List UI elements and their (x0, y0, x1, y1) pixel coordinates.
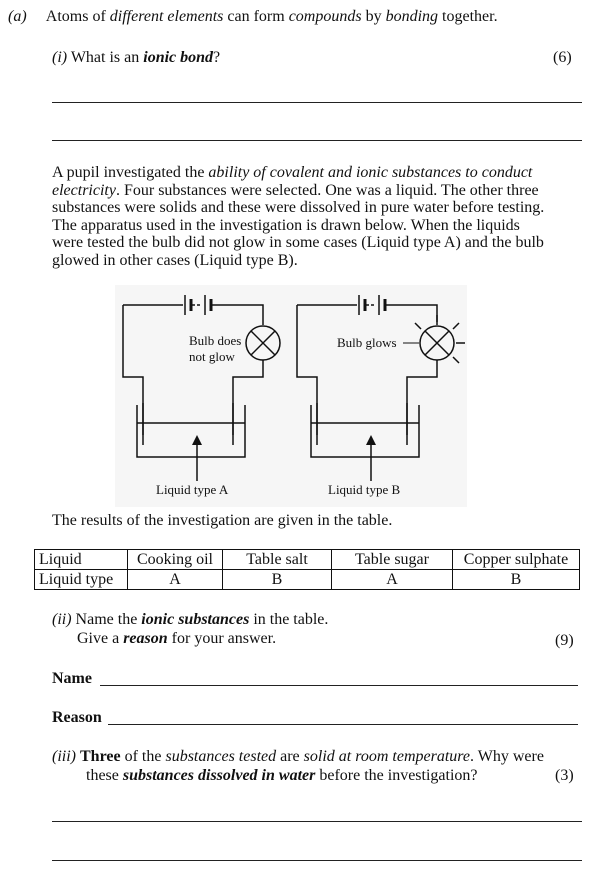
name-answer-line[interactable] (100, 685, 578, 686)
intro-text-6: bonding (385, 8, 439, 25)
intro-text-5: by (361, 8, 386, 25)
table-cell: A (332, 570, 453, 590)
results-table (34, 549, 580, 590)
question-i-text-end: ? (213, 49, 221, 66)
table-row (35, 570, 580, 590)
question-iii-line-1 (52, 748, 544, 766)
question-iii-text-3: substances tested (165, 748, 277, 765)
table-cell: Cooking oil (128, 550, 223, 570)
investigation-paragraph (52, 164, 576, 269)
table-cell: B (453, 570, 580, 590)
left-bulb-label-1: Bulb does (189, 333, 242, 348)
question-i-number: (i) (52, 49, 68, 66)
question-iii-text-7: these (86, 767, 123, 784)
question-iii-text-2: of the (120, 748, 166, 765)
para-line-1-a: A pupil investigated the (52, 164, 209, 181)
intro-text-2: different elements (109, 8, 224, 25)
apparatus-diagram (115, 285, 467, 507)
para-line-2 (52, 182, 576, 200)
question-iii-text-5: solid at room temperature (303, 748, 471, 765)
name-label: Name (52, 670, 92, 687)
table-cell: Liquid type (35, 570, 128, 590)
question-iii-text-8: before the investigation? (315, 767, 478, 784)
question-iii-text-4: are (276, 748, 304, 765)
para-line-1 (52, 164, 576, 182)
answer-line-4[interactable] (52, 860, 582, 861)
reason-label: Reason (52, 709, 102, 726)
answer-line-1[interactable] (52, 102, 582, 103)
intro-text-1: Atoms of (45, 8, 110, 25)
left-bulb-label-2: not glow (189, 349, 235, 364)
table-cell: Table salt (223, 550, 332, 570)
question-ii-text-3: Give a (77, 630, 124, 647)
answer-line-3[interactable] (52, 821, 582, 822)
question-ii-emph-1: ionic substances (141, 611, 250, 628)
question-iii-emph: substances dissolved in water (122, 767, 316, 784)
answer-line-2[interactable] (52, 140, 582, 141)
part-a-label: (a) (8, 8, 27, 25)
question-i (52, 49, 220, 67)
question-ii-line-2 (77, 630, 276, 648)
question-ii-text-4: for your answer. (167, 630, 277, 647)
question-iii-number: (iii) (52, 748, 76, 765)
question-ii-number: (ii) (52, 611, 72, 628)
question-i-text-start: What is an (70, 49, 144, 66)
intro-text-7: together. (438, 8, 498, 25)
question-i-marks: (6) (553, 49, 572, 66)
para-line-5: were tested the bulb did not glow in some cases (Liquid type A) and the bulb (52, 234, 544, 251)
question-ii-emph-2: reason (123, 630, 168, 647)
right-bulb-label: Bulb glows (337, 335, 397, 350)
para-line-4: The apparatus used in the investigation is drawn below. When the liquids (52, 216, 520, 234)
part-a-intro (8, 8, 498, 26)
right-caption: Liquid type B (328, 482, 401, 497)
intro-text-3: can form (223, 8, 289, 25)
question-ii-text-2: in the table. (249, 611, 329, 628)
table-cell: Liquid (35, 550, 128, 570)
para-line-2-a: electricity (52, 181, 116, 199)
question-ii-marks: (9) (555, 632, 574, 649)
question-iii-text-6: . Why were (470, 748, 544, 765)
para-line-3: substances were solids and these were dissolved in pure water before testing. (52, 199, 545, 216)
table-cell: B (223, 570, 332, 590)
table-row (35, 550, 580, 570)
table-cell: A (128, 570, 223, 590)
question-i-emph: ionic bond (143, 49, 214, 66)
table-cell: Table sugar (332, 550, 453, 570)
para-line-1-b: ability of covalent and ionic substances to conduct (208, 164, 533, 181)
question-ii-line-1 (52, 611, 328, 629)
question-iii-text-1: Three (80, 748, 121, 765)
left-caption: Liquid type A (156, 482, 229, 497)
question-ii-text-1: Name the (75, 611, 142, 628)
para-line-6: glowed in other cases (Liquid type B). (52, 251, 298, 269)
reason-answer-line[interactable] (108, 724, 578, 725)
table-cell: Copper sulphate (453, 550, 580, 570)
question-iii-marks: (3) (555, 767, 574, 784)
results-intro: The results of the investigation are given in the table. (52, 512, 393, 529)
question-iii-line-2 (86, 767, 478, 785)
para-line-2-b: . Four substances were selected. One was a liquid. The other three (115, 181, 539, 199)
intro-text-4: compounds (288, 8, 362, 25)
